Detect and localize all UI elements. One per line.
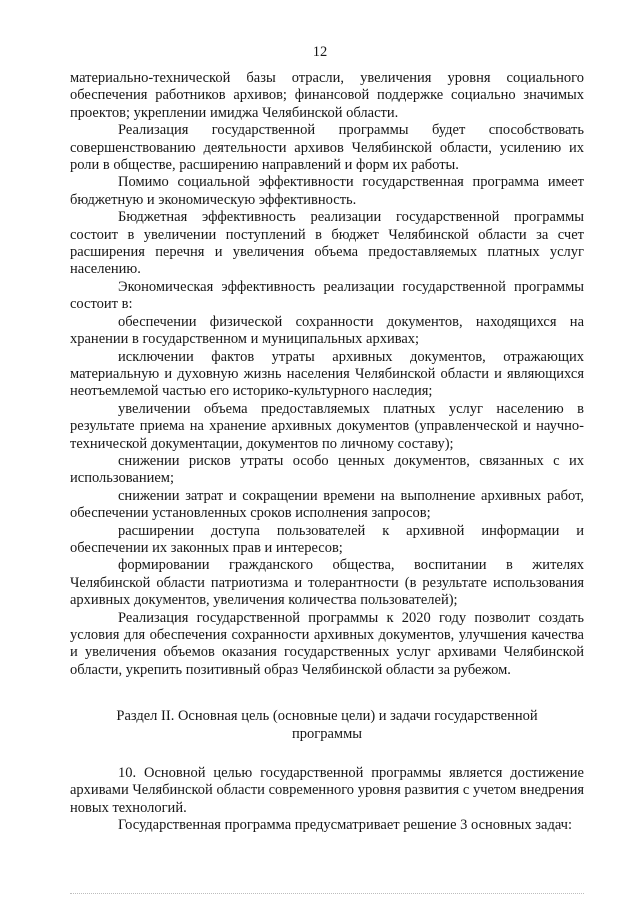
section-heading bbox=[70, 708, 584, 743]
list-item: увеличении объема предоставляемых платных услуг населению в результате приема на хранение архивных документов (управленческой и научно-технической документации, документов по личному составу); bbox=[70, 400, 584, 452]
paragraph: Помимо социальной эффективности государственная программа имеет бюджетную и экономическую эффективность. bbox=[70, 174, 584, 208]
section-heading-line: Раздел II. Основная цель (основные цели) и задачи государственной bbox=[116, 708, 538, 725]
footer-divider bbox=[70, 893, 584, 895]
paragraph: Экономическая эффективность реализации государственной программы состоит в: bbox=[70, 278, 584, 313]
list-item: исключении фактов утраты архивных документов, отражающих материальную и духовную жизнь населения Челябинской области и являющихся неотъемлемой частью его историко-культурного наследия; bbox=[70, 348, 584, 400]
list-item: снижении затрат и сокращении времени на выполнение архивных работ, обеспечении установленных сроков исполнения запросов; bbox=[70, 487, 584, 522]
paragraph: 10. Основной целью государственной программы является достижение архивами Челябинской области современного уровня развития с учетом внедрения новых технологий. bbox=[70, 765, 584, 816]
page-number: 12 bbox=[312, 44, 328, 60]
list-item: формировании гражданского общества, воспитании в жителях Челябинской области патриотизма и толерантности (в результате использования архивных документов, увеличения количества пользователей); bbox=[70, 557, 584, 609]
paragraph: Государственная программа предусматривает решение 3 основных задач: bbox=[118, 817, 572, 834]
list-item: расширении доступа пользователей к архивной информации и обеспечении их законных прав и интересов; bbox=[70, 522, 584, 556]
list-item: обеспечении физической сохранности документов, находящихся на хранении в государственном и муниципальных архивах; bbox=[70, 313, 584, 348]
list-item: снижении рисков утраты особо ценных документов, связанных с их использованием; bbox=[70, 452, 584, 487]
section-heading-line: программы bbox=[292, 725, 362, 742]
paragraph: Бюджетная эффективность реализации государственной программы состоит в увеличении поступлений в бюджет Челябинской области за счет расширения перечня и увеличения объема предоставляемых платных услуг населению. bbox=[70, 209, 584, 278]
paragraph: Реализация государственной программы будет способствовать совершенствованию деятельности архивов Челябинской области, усилению их роли в обществе, расширению направлений и форм их работы. bbox=[70, 122, 584, 174]
paragraph: материально-технической базы отрасли, увеличения уровня социального обеспечения работников архивов; финансовой поддержке социально значимых проектов; укреплении имиджа Челябинской области. bbox=[70, 70, 584, 121]
document-body bbox=[70, 70, 584, 835]
paragraph: Реализация государственной программы к 2020 году позволит создать условия для обеспечения сохранности архивных документов, улучшения качества и увеличения объемов оказания государственных услуг архивами Челябинской области, укрепить позитивный образ Челябинской области за рубежом. bbox=[70, 609, 584, 678]
